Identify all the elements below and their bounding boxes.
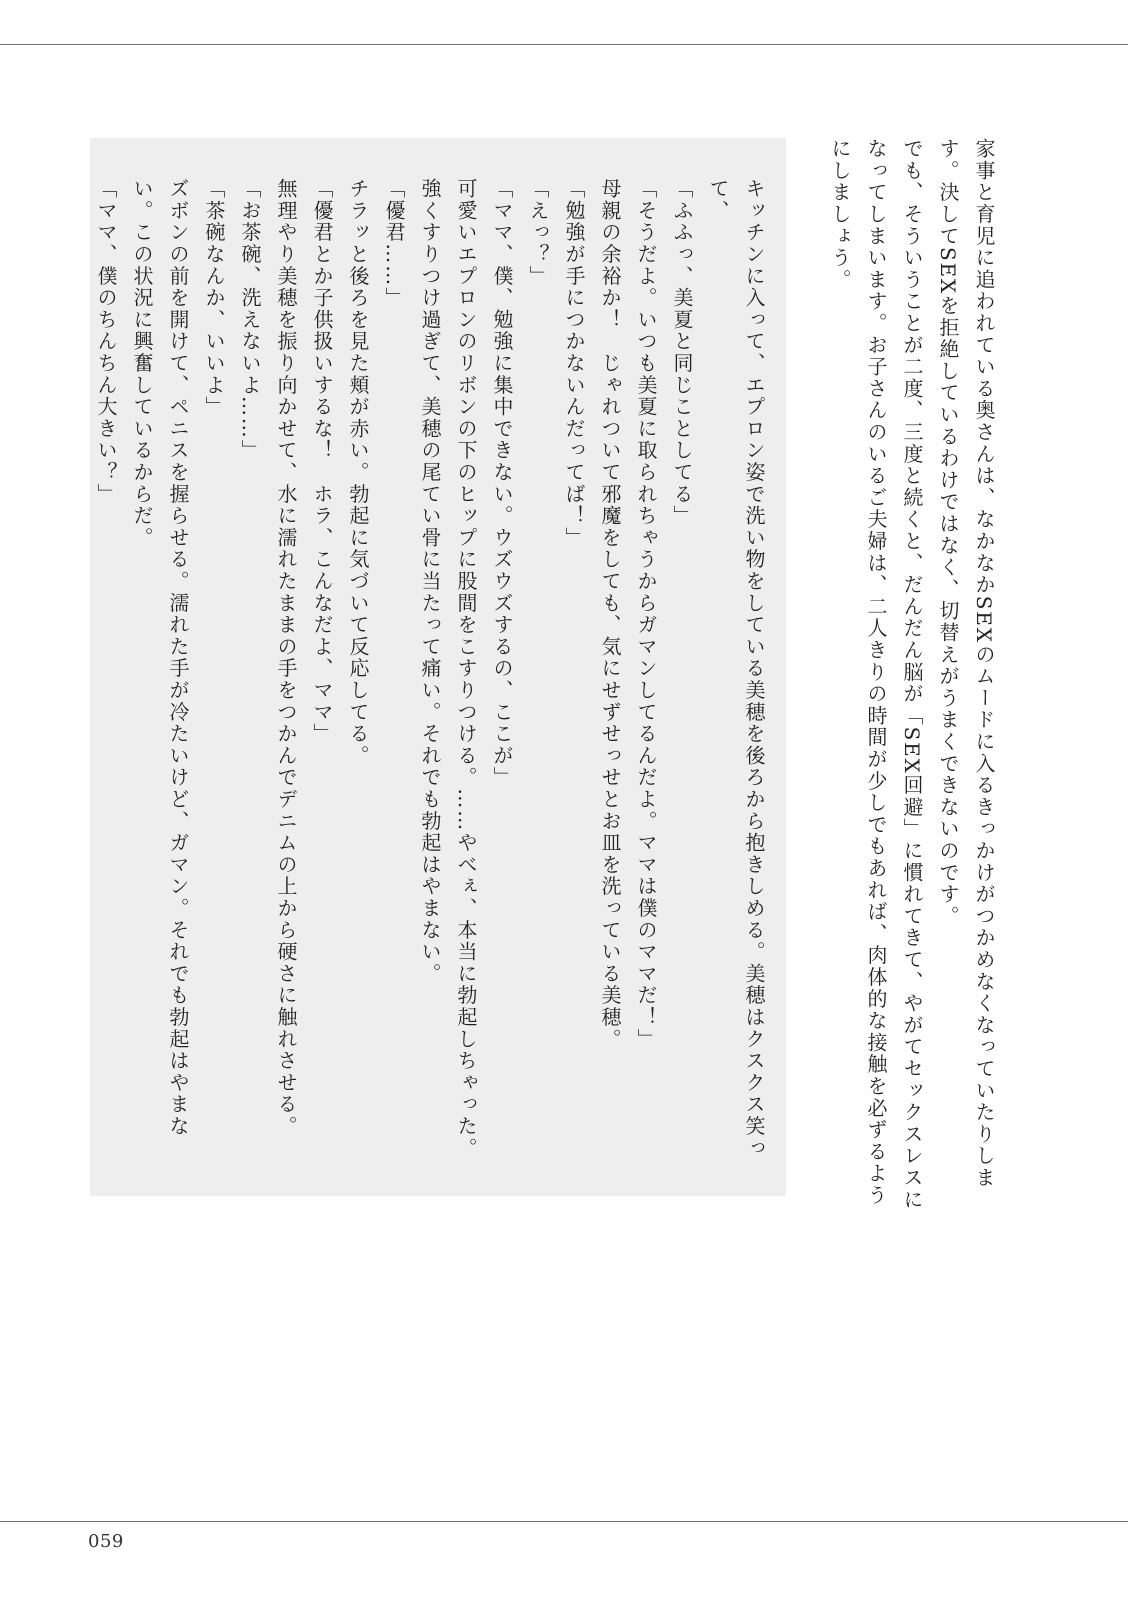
story-text	[94, 178, 772, 1180]
story-paragraph: 「ママ、僕のちんちん大きい？」	[94, 178, 118, 505]
story-paragraph: 「お茶碗、洗えないよ……」	[238, 178, 262, 462]
story-paragraph: 「優君とか子供扱いするな！ ホラ、こんなだよ、ママ」	[310, 178, 334, 745]
story-paragraph: 「そうだよ。いつも美夏に取られちゃうからガマンしてるんだよ。ママは僕のママだ！」	[634, 178, 658, 1050]
story-paragraph: チラッと後ろを見た頬が赤い。勃起に気づいて反応してる。	[346, 178, 370, 767]
story-paragraph: 「勉強が手につかないんだってば！」	[562, 178, 586, 549]
page-number: 059	[88, 1531, 124, 1552]
story-paragraph: 母親の余裕か！ じゃれついて邪魔をしても、気にせずせっせとお皿を洗っている美穂。	[598, 178, 622, 1050]
intro-paragraph-1: 家事と育児に追われている奥さんは、なかなかSEXのムードに入るきっかけがつかめなくなっていたりします。決してSEXを拒絶しているわけではなく、切替えがうまくできないのです。	[936, 138, 996, 1189]
story-paragraph: キッチンに入って、エプロン姿で洗い物をしている美穂を後ろから抱きしめる。美穂はクスクス笑って、	[706, 178, 766, 1159]
story-paragraph: 「ママ、僕、勉強に集中できない。ウズウズするの、ここが」	[490, 178, 514, 789]
story-panel	[90, 138, 786, 1196]
story-paragraph: 「ふふっ、美夏と同じことしてる」	[670, 178, 694, 527]
intro-text	[827, 138, 1002, 1218]
footer-rule	[0, 1521, 1128, 1522]
story-paragraph: 「茶碗なんか、いいよ」	[202, 178, 226, 418]
story-paragraph: 可愛いエプロンのリボンの下のヒップに股間をこすりつける。……やべぇ、本当に勃起しちゃった。強くすりつけ過ぎて、美穂の尾てい骨に当たって痛い。それでも勃起はやまない。	[418, 178, 478, 1159]
story-paragraph: ズボンの前を開けて、ペニスを握らせる。濡れた手が冷たいけど、ガマン。それでも勃起はやまない。この状況に興奮しているからだ。	[130, 178, 190, 1138]
header-rule	[0, 44, 1128, 45]
story-paragraph: 無理やり美穂を振り向かせて、水に濡れたままの手をつかんでデニムの上から硬さに触れさせる。	[274, 178, 298, 1138]
story-paragraph: 「優君……」	[382, 178, 406, 309]
intro-paragraph-2: でも、そういうことが二度、三度と続くと、だんだん脳が「SEX回避」に慣れてきて、やがてセックスレスになってしまいます。お子さんのいるご夫婦は、二人きりの時間が少しでもあれば、肉体的な接触を必ずるようにしましょう。	[828, 138, 924, 1211]
story-paragraph: 「えっ？」	[526, 178, 550, 287]
